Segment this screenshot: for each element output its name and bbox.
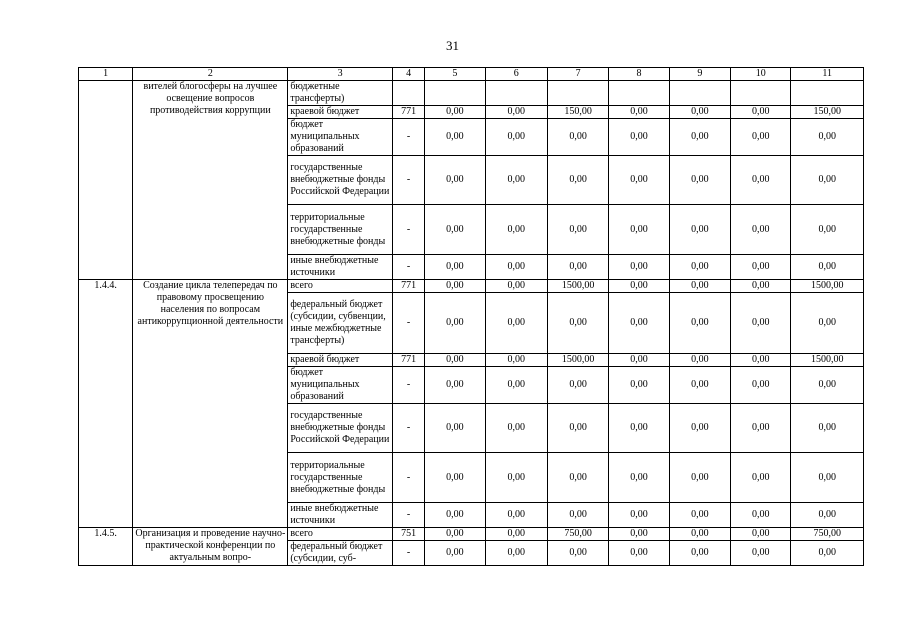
amount-cell: 0,00 xyxy=(609,156,669,205)
table-row xyxy=(79,528,864,541)
amount-cell: 0,00 xyxy=(731,503,791,528)
amount-cell: 0,00 xyxy=(485,404,547,453)
funding-source: федеральный бюджет (субсидии, суб- xyxy=(288,541,393,566)
funding-source: всего xyxy=(288,528,393,541)
budget-code: - xyxy=(392,404,424,453)
column-number-header: 6 xyxy=(485,68,547,81)
amount-cell: 0,00 xyxy=(609,528,669,541)
amount-cell: 0,00 xyxy=(425,280,485,293)
amount-cell: 0,00 xyxy=(425,156,485,205)
budget-code xyxy=(392,81,424,106)
amount-cell: 0,00 xyxy=(669,367,730,404)
amount-cell: 0,00 xyxy=(791,367,864,404)
amount-cell: 0,00 xyxy=(425,367,485,404)
amount-cell: 0,00 xyxy=(609,541,669,566)
amount-cell: 0,00 xyxy=(669,205,730,255)
item-number: 1.4.4. xyxy=(79,280,133,528)
budget-table xyxy=(78,67,864,566)
funding-source: всего xyxy=(288,280,393,293)
funding-source: территориальные государственные внебюджетные фонды xyxy=(288,453,393,503)
column-number-header: 4 xyxy=(392,68,424,81)
column-number-header: 3 xyxy=(288,68,393,81)
amount-cell: 0,00 xyxy=(547,255,608,280)
amount-cell: 0,00 xyxy=(731,255,791,280)
amount-cell xyxy=(485,81,547,106)
funding-source: бюджет муниципальных образований xyxy=(288,367,393,404)
amount-cell: 0,00 xyxy=(485,119,547,156)
amount-cell: 0,00 xyxy=(485,280,547,293)
budget-code: - xyxy=(392,453,424,503)
amount-cell: 0,00 xyxy=(609,453,669,503)
amount-cell: 0,00 xyxy=(609,503,669,528)
budget-code: 771 xyxy=(392,354,424,367)
page-number: 31 xyxy=(446,38,459,53)
funding-source: территориальные государственные внебюджетные фонды xyxy=(288,205,393,255)
funding-source: федеральный бюджет (субсидии, субвенции, иные межбюджетные трансферты) xyxy=(288,293,393,354)
amount-cell: 0,00 xyxy=(547,453,608,503)
amount-cell: 0,00 xyxy=(609,119,669,156)
amount-cell: 0,00 xyxy=(669,119,730,156)
amount-cell: 0,00 xyxy=(485,541,547,566)
amount-cell: 0,00 xyxy=(547,119,608,156)
amount-cell xyxy=(609,81,669,106)
budget-code: - xyxy=(392,156,424,205)
column-number-header: 10 xyxy=(731,68,791,81)
amount-cell: 0,00 xyxy=(731,404,791,453)
amount-cell: 0,00 xyxy=(609,367,669,404)
amount-cell: 0,00 xyxy=(425,354,485,367)
amount-cell: 0,00 xyxy=(485,528,547,541)
budget-code: - xyxy=(392,205,424,255)
amount-cell: 0,00 xyxy=(425,205,485,255)
amount-cell: 0,00 xyxy=(609,280,669,293)
amount-cell: 0,00 xyxy=(609,205,669,255)
amount-cell: 0,00 xyxy=(485,503,547,528)
column-number-header: 9 xyxy=(669,68,730,81)
funding-source: краевой бюджет xyxy=(288,354,393,367)
budget-code: - xyxy=(392,293,424,354)
amount-cell: 0,00 xyxy=(791,404,864,453)
amount-cell: 0,00 xyxy=(609,354,669,367)
amount-cell: 0,00 xyxy=(791,156,864,205)
amount-cell: 0,00 xyxy=(791,119,864,156)
header-row xyxy=(79,68,864,81)
amount-cell: 0,00 xyxy=(731,293,791,354)
funding-source: государственные внебюджетные фонды Российской Федерации xyxy=(288,404,393,453)
amount-cell: 0,00 xyxy=(485,453,547,503)
measure-name: Организация и проведение научно-практической конференции по актуальным вопро- xyxy=(133,528,288,566)
amount-cell: 0,00 xyxy=(791,293,864,354)
column-number-header: 5 xyxy=(425,68,485,81)
amount-cell: 1500,00 xyxy=(791,354,864,367)
amount-cell: 750,00 xyxy=(547,528,608,541)
amount-cell: 0,00 xyxy=(547,541,608,566)
amount-cell: 0,00 xyxy=(731,106,791,119)
item-number xyxy=(79,81,133,280)
amount-cell xyxy=(669,81,730,106)
amount-cell: 1500,00 xyxy=(547,280,608,293)
column-number-header: 7 xyxy=(547,68,608,81)
amount-cell: 0,00 xyxy=(791,541,864,566)
column-number-header: 2 xyxy=(133,68,288,81)
amount-cell: 0,00 xyxy=(547,205,608,255)
budget-code: - xyxy=(392,503,424,528)
column-number-header: 8 xyxy=(609,68,669,81)
amount-cell: 0,00 xyxy=(425,293,485,354)
budget-code: 771 xyxy=(392,106,424,119)
funding-source: бюджет муниципальных образований xyxy=(288,119,393,156)
budget-code: - xyxy=(392,119,424,156)
amount-cell: 750,00 xyxy=(791,528,864,541)
amount-cell: 0,00 xyxy=(547,367,608,404)
amount-cell: 0,00 xyxy=(425,453,485,503)
amount-cell: 0,00 xyxy=(547,293,608,354)
amount-cell: 0,00 xyxy=(485,205,547,255)
amount-cell: 0,00 xyxy=(425,541,485,566)
amount-cell: 0,00 xyxy=(425,528,485,541)
amount-cell: 0,00 xyxy=(731,280,791,293)
amount-cell: 0,00 xyxy=(609,255,669,280)
amount-cell: 1500,00 xyxy=(791,280,864,293)
amount-cell: 0,00 xyxy=(731,453,791,503)
amount-cell: 0,00 xyxy=(547,503,608,528)
amount-cell: 0,00 xyxy=(485,156,547,205)
amount-cell: 0,00 xyxy=(485,354,547,367)
column-number-header: 1 xyxy=(79,68,133,81)
amount-cell: 0,00 xyxy=(669,453,730,503)
amount-cell: 0,00 xyxy=(731,367,791,404)
amount-cell: 0,00 xyxy=(731,528,791,541)
amount-cell: 0,00 xyxy=(669,404,730,453)
amount-cell: 0,00 xyxy=(609,404,669,453)
amount-cell xyxy=(731,81,791,106)
amount-cell: 0,00 xyxy=(485,367,547,404)
table-row xyxy=(79,81,864,106)
amount-cell: 0,00 xyxy=(425,404,485,453)
amount-cell: 0,00 xyxy=(609,293,669,354)
budget-code: - xyxy=(392,255,424,280)
amount-cell: 0,00 xyxy=(791,503,864,528)
funding-source: государственные внебюджетные фонды Российской Федерации xyxy=(288,156,393,205)
amount-cell: 0,00 xyxy=(669,255,730,280)
budget-code: - xyxy=(392,541,424,566)
funding-source: краевой бюджет xyxy=(288,106,393,119)
amount-cell: 0,00 xyxy=(669,156,730,205)
amount-cell: 0,00 xyxy=(791,255,864,280)
funding-source: иные внебюджетные источники xyxy=(288,503,393,528)
amount-cell: 0,00 xyxy=(731,156,791,205)
amount-cell: 150,00 xyxy=(791,106,864,119)
amount-cell: 0,00 xyxy=(485,255,547,280)
amount-cell: 0,00 xyxy=(669,503,730,528)
measure-name: вителей блогосферы на лучшее освещение вопросов противодействия коррупции xyxy=(133,81,288,280)
amount-cell: 0,00 xyxy=(731,205,791,255)
amount-cell: 0,00 xyxy=(609,106,669,119)
amount-cell: 0,00 xyxy=(669,354,730,367)
budget-code: - xyxy=(392,367,424,404)
amount-cell: 0,00 xyxy=(547,404,608,453)
amount-cell xyxy=(791,81,864,106)
funding-source: бюджетные трансферты) xyxy=(288,81,393,106)
budget-code: 771 xyxy=(392,280,424,293)
amount-cell: 0,00 xyxy=(791,205,864,255)
table-row xyxy=(79,280,864,293)
amount-cell: 0,00 xyxy=(669,280,730,293)
amount-cell xyxy=(425,81,485,106)
amount-cell: 0,00 xyxy=(485,293,547,354)
amount-cell: 0,00 xyxy=(425,255,485,280)
amount-cell: 0,00 xyxy=(731,354,791,367)
amount-cell: 0,00 xyxy=(669,541,730,566)
funding-source: иные внебюджетные источники xyxy=(288,255,393,280)
measure-name: Создание цикла телепередач по правовому просвещению населения по вопросам антикоррупционной деятельности xyxy=(133,280,288,528)
amount-cell: 0,00 xyxy=(731,119,791,156)
amount-cell: 0,00 xyxy=(425,119,485,156)
amount-cell: 0,00 xyxy=(669,293,730,354)
amount-cell: 0,00 xyxy=(669,528,730,541)
amount-cell: 0,00 xyxy=(791,453,864,503)
column-number-header: 11 xyxy=(791,68,864,81)
amount-cell: 0,00 xyxy=(485,106,547,119)
amount-cell: 0,00 xyxy=(425,106,485,119)
amount-cell: 0,00 xyxy=(669,106,730,119)
amount-cell xyxy=(547,81,608,106)
amount-cell: 0,00 xyxy=(547,156,608,205)
amount-cell: 1500,00 xyxy=(547,354,608,367)
amount-cell: 150,00 xyxy=(547,106,608,119)
amount-cell: 0,00 xyxy=(425,503,485,528)
item-number: 1.4.5. xyxy=(79,528,133,566)
budget-code: 751 xyxy=(392,528,424,541)
amount-cell: 0,00 xyxy=(731,541,791,566)
